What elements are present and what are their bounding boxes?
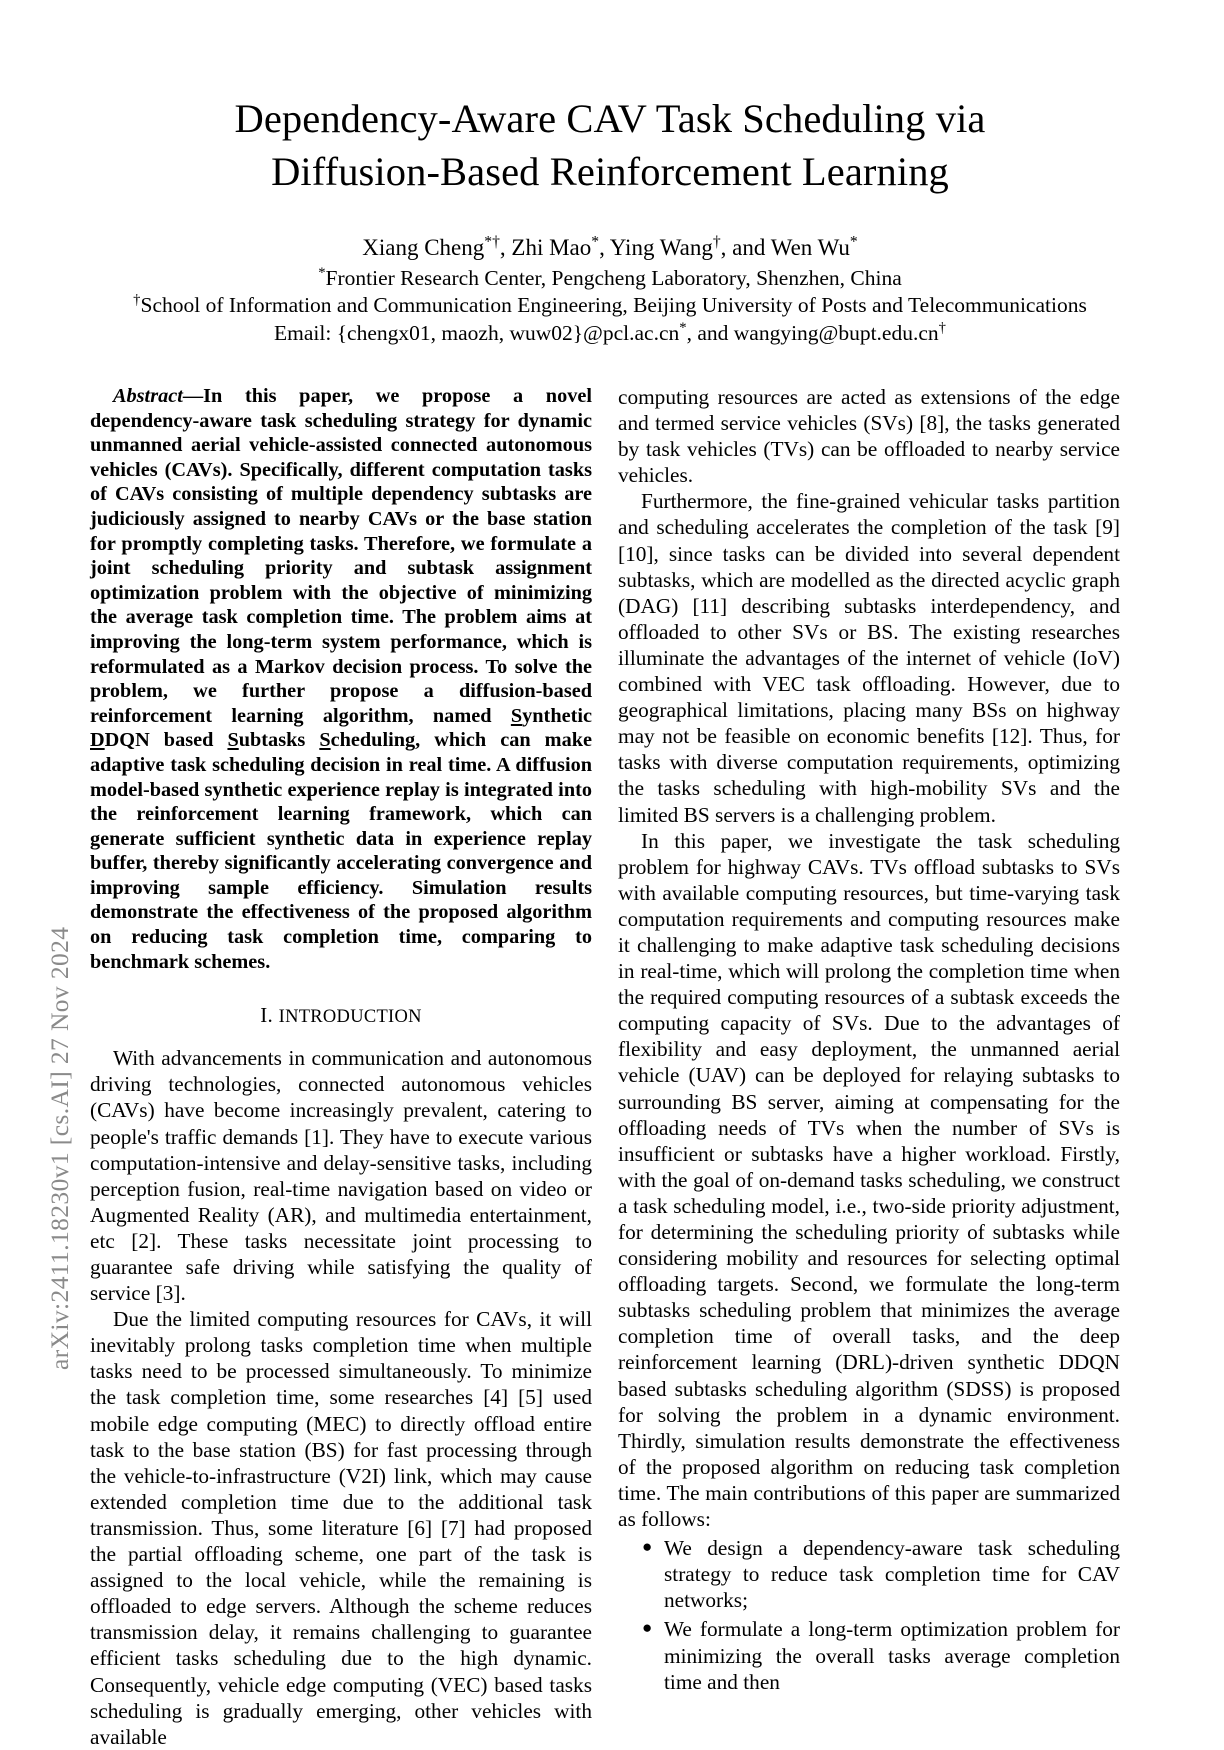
arxiv-stamp-text: arXiv:2411.18230v1 [cs.AI] 27 Nov 2024: [45, 926, 74, 1370]
page-title: [90, 92, 1130, 198]
abstract-dash: —: [182, 385, 204, 407]
abstract-acronym-w1: ynthetic: [522, 704, 592, 727]
arxiv-stamp: [0, 0, 90, 1584]
title-block: [90, 92, 1130, 198]
intro-paragraph-2: Due the limited computing resources for CAVs, it will inevitably prolong tasks completion time when multiple tasks need to be processed simultaneously. To minimize the task completion time, some researches [4] [5] used mobile edge computing (MEC) to directly offload entire task to the base station (BS) for fast processing through the vehicle-to-infrastructure (V2I) link, which may cause extended completion time due to the additional task transmission. Thus, some literature [6] [7] had proposed the partial offloading scheme, one part of the task is assigned to the local vehicle, while the remaining is offloaded to edge servers. Although the scheme reduces transmission delay, it remains challenging to guarantee efficient tasks scheduling due to the high dynamic. Consequently, vehicle edge computing (VEC) based tasks scheduling is gradually emerging, other vehicles with available: [90, 1307, 592, 1749]
abstract-acronym-s1: S: [510, 704, 523, 727]
two-column-body: [90, 384, 1130, 1749]
abstract-acronym-d1: D: [90, 729, 105, 752]
author-block: [90, 234, 1130, 347]
column-left: [90, 384, 592, 1749]
contributions-list: [618, 1535, 1120, 1695]
abstract-text-part-1: In this paper, we propose a novel dependency-aware task scheduling strategy for dynamic unmanned aerial vehicle-assisted connected autonomous vehicles (CAVs). Specifically, different computation tasks of CAVs consisting of multiple dependency subtasks are judiciously assigned to nearby CAVs or the base station for promptly completing tasks. Therefore, we formulate a joint scheduling priority and subtask assignment optimization problem with the objective of minimizing the average task completion time. The problem aims at improving the long-term system performance, which is reformulated as a Markov decision process. To solve the problem, we further propose a diffusion-based reinforcement learning algorithm, named: [90, 385, 592, 727]
section-heading-introduction: [90, 974, 592, 1045]
bullet-icon: ●: [642, 1537, 653, 1557]
column-right: [618, 384, 1120, 1694]
author-names: Xiang Cheng*†, Zhi Mao*, Ying Wang†, and Wen Wu*: [362, 233, 858, 260]
abstract-acronym-w2: DQN based: [104, 729, 228, 752]
list-item: [642, 1616, 1120, 1694]
intro-paragraph-5: In this paper, we investigate the task scheduling problem for highway CAVs. TVs offload subtasks to SVs with available computing resources, but time-varying task computation requirements and computing resources make it challenging to make adaptive task scheduling decisions in real-time, which will prolong the completion time when the required computing resources of a subtask exceeds the computing capacity of SVs. Due to the advantages of flexibility and easy deployment, the unmanned aerial vehicle (UAV) can be deployed for relaying subtasks to surrounding BS server, aiming at compensating for the offloading needs of TVs when the number of SVs is insufficient or subtasks have a higher workload. Firstly, with the goal of on-demand tasks scheduling, we construct a task scheduling model, i.e., two-side priority adjustment, for determining the scheduling priority of subtasks while considering mobility and resources for selecting optimal offloading targets. Second, we formulate the long-term subtasks scheduling problem that minimizes the average completion time of overall tasks, and the deep reinforcement learning (DRL)-driven synthetic DDQN based subtasks scheduling algorithm (SDSS) is proposed for solving the problem in a dynamic environment. Thirdly, simulation results demonstrate the effectiveness of the proposed algorithm on reducing task completion time. The main contributions of this paper are summarized as follows:: [618, 828, 1120, 1532]
author-emails: Email: {chengx01, maozh, wuw02}@pcl.ac.cn*, and wangying@bupt.edu.cn†: [274, 319, 946, 345]
list-item: [642, 1535, 1120, 1613]
affiliation-secondary: †School of Information and Communication Engineering, Beijing University of Posts and Telecommunications: [133, 291, 1087, 317]
abstract-heading: Abstract: [113, 385, 183, 407]
intro-paragraph-1: With advancements in communication and autonomous driving technologies, connected autonomous vehicles (CAVs) have become increasingly prevalent, catering to people's traffic demands [1]. They have to execute various computation-intensive and delay-sensitive tasks, including perception fusion, real-time navigation based on video or Augmented Reality (AR), and multimedia entertainment, etc [2]. These tasks necessitate joint processing to guarantee safe driving while satisfying the quality of service [3].: [90, 1046, 592, 1306]
bullet-icon: ●: [642, 1618, 653, 1638]
paper-page: [90, 0, 1224, 1749]
abstract-acronym-w4: cheduling: [330, 729, 416, 752]
title-line-2: Diffusion-Based Reinforcement Learning: [271, 149, 949, 194]
intro-paragraph-3: computing resources are acted as extensions of the edge and termed service vehicles (SVs) [8], the tasks generated by task vehicles (TVs) can be offloaded to nearby service vehicles.: [618, 385, 1120, 488]
contribution-text: We formulate a long-term optimization problem for minimizing the overall tasks average completion time and then: [664, 1617, 1120, 1694]
abstract-acronym-s2: S: [227, 729, 239, 752]
section-title: INTRODUCTION: [278, 1006, 422, 1027]
abstract-acronym-w3: ubtasks: [238, 729, 320, 752]
affiliation-primary: *Frontier Research Center, Pengcheng Laboratory, Shenzhen, China: [318, 264, 902, 290]
title-line-1: Dependency-Aware CAV Task Scheduling via: [234, 96, 986, 141]
abstract-text-part-2: , which can make adaptive task scheduling decision in real time. A diffusion model-based synthetic experience replay is integrated into the reinforcement learning framework, which can generate sufficient synthetic data in experience replay buffer, thereby significantly accelerating convergence and improving sample efficiency. Simulation results demonstrate the effectiveness of the proposed algorithm on reducing task completion time, comparing to benchmark schemes.: [90, 729, 592, 973]
abstract-acronym-s3: S: [319, 729, 331, 752]
contribution-text: We design a dependency-aware task scheduling strategy to reduce task completion time for CAV networks;: [664, 1536, 1120, 1613]
abstract-paragraph: [90, 384, 592, 974]
section-number: I.: [260, 1003, 274, 1028]
intro-paragraph-4: Furthermore, the fine-grained vehicular tasks partition and scheduling accelerates the completion of the task [9] [10], since tasks can be divided into several dependent subtasks, which are modelled as the directed acyclic graph (DAG) [11] describing subtasks interdependency, and offloaded to other SVs or BS. The existing researches illuminate the advantages of the internet of vehicle (IoV) combined with VEC task offloading. However, due to geographical limitations, placing many BSs on highway may not be feasible on economic benefits [12]. Thus, for tasks with diverse computation requirements, optimizing the tasks scheduling with high-mobility SVs and the limited BS servers is a challenging problem.: [618, 489, 1120, 827]
